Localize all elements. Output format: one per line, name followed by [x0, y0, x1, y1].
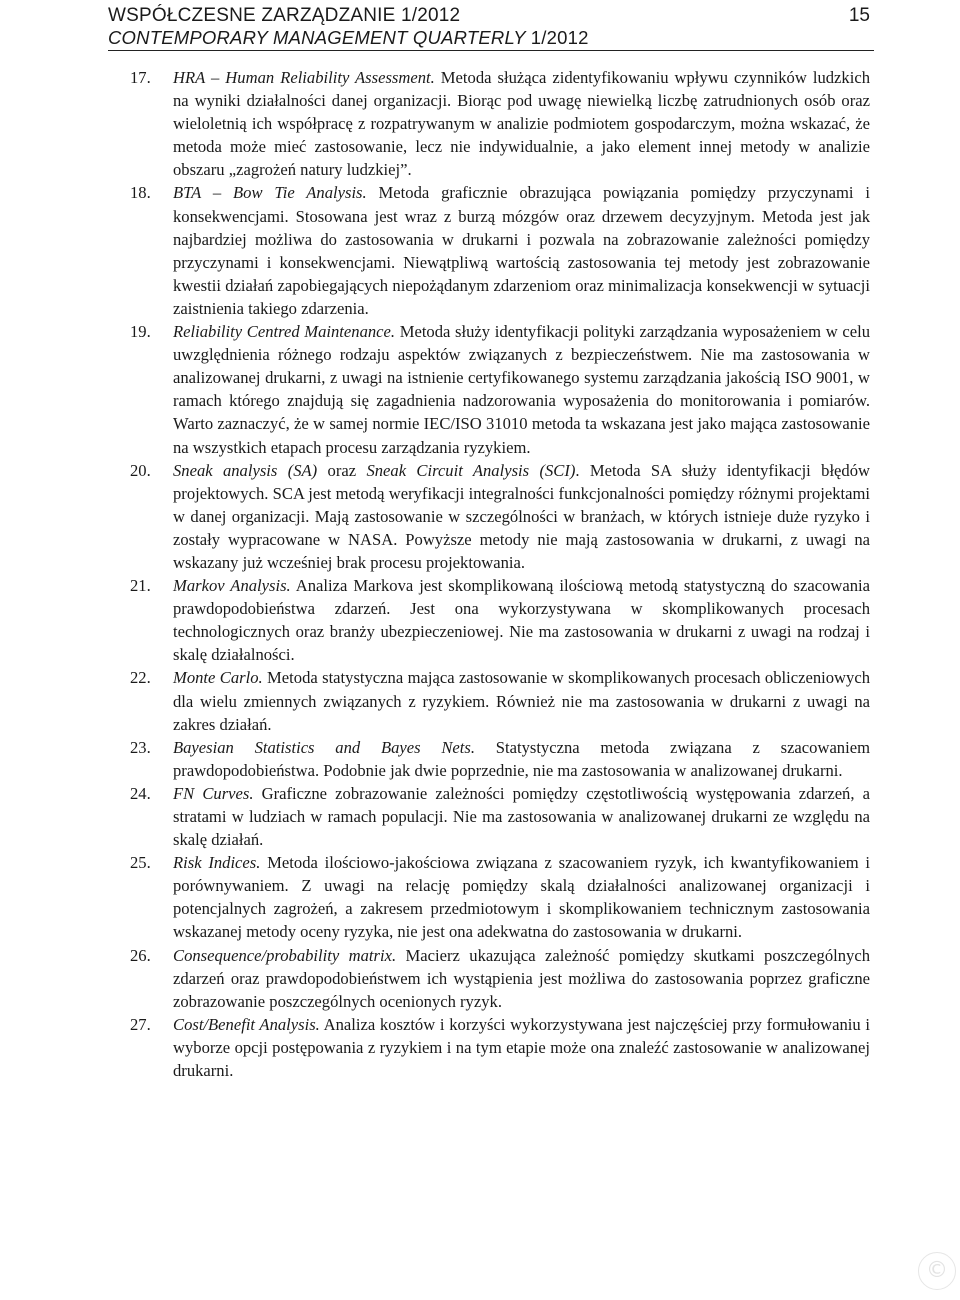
method-name: Reliability Centred Maintenance. [173, 322, 396, 342]
watermark-icon: © [918, 1252, 956, 1290]
page-number: 15 [848, 5, 870, 26]
journal-title-english [108, 27, 589, 49]
item-number: 23. [130, 737, 151, 757]
list-item [130, 459, 870, 574]
method-description: Macierz ukazująca zależność pomiędzy skutkami poszczególnych zdarzeń oraz prawdopodobieństwem ich wystąpienia jest możliwa do zastosowania poprzez graficzne zobrazowanie poszczególnych ocenionych ryzyk. [173, 945, 870, 1011]
running-header [108, 2, 874, 51]
list-item [130, 666, 870, 735]
item-number: 22. [130, 668, 151, 688]
method-name: BTA – Bow Tie Analysis. [173, 183, 367, 203]
list-item [130, 574, 870, 666]
list-item [130, 1013, 870, 1082]
method-name: FN Curves. [173, 783, 254, 803]
item-number: 24. [130, 783, 151, 803]
method-name: Risk Indices. [173, 853, 261, 873]
method-name-secondary: Sneak Circuit Analysis (SCI) [366, 460, 576, 480]
item-number: 18. [130, 183, 151, 203]
method-description: Metoda statystyczna mająca zastosowanie w skomplikowanych procesach obliczeniowych dla wielu zmiennych związanych z ryzykiem. Również nie ma zastosowania w drukarni z uwagi na zakres działań. [173, 668, 870, 734]
item-number: 20. [130, 460, 151, 480]
method-description: Analiza kosztów i korzyści wykorzystywana jest najczęściej przy formułowaniu i wyborze opcji postępowania z ryzykiem i na tym etapie może ona znaleźć zastosowanie w analizowanej drukarni. [173, 1014, 870, 1081]
list-item [130, 944, 870, 1013]
method-name: HRA – Human Reliability Assessment. [173, 68, 435, 87]
method-name: Markov Analysis. [173, 576, 291, 596]
method-description: Graficzne zobrazowanie zależności pomiędzy częstotliwością występowania zdarzeń, a stratami w ludziach w ramach populacji. Nie ma zastosowania w analizowanej drukarni ze względu na skalę działań. [173, 783, 870, 850]
method-name: Cost/Benefit Analysis. [173, 1014, 320, 1034]
method-name: Bayesian Statistics and Bayes Nets. [173, 737, 475, 757]
journal-title-english-name: CONTEMPORARY MANAGEMENT QUARTERLY [108, 27, 526, 48]
list-item [130, 181, 870, 320]
method-description: Analiza Markova jest skomplikowaną ilościową metodą statystyczną do szacowania prawdopodobieństwa zdarzeń. Jest ona wykorzystywana w skomplikowanych procesach technologicznych oraz branży ubezpieczeniowej. Nie ma zastosowania w drukarni z uwagi na rodzaj i skalę działalności. [173, 576, 870, 665]
method-name: Consequence/probability matrix. [173, 945, 397, 965]
method-description: . Metoda SA służy identyfikacji błędów projektowych. SCA jest metodą weryfikacji integralności funkcjonalności pomiędzy różnymi projektami w danej organizacji. Mają zastosowanie w szczególności w branżach, w których istnieje duże ryzyko i zostały wypracowane w NASA. Powyższe metody nie mają zastosowania w drukarni, z uwagi na wskazany już wcześniej brak procesu projektowania. [173, 460, 870, 572]
method-description: Metoda służy identyfikacji polityki zarządzania wyposażeniem w celu uwzględnienia różnego rodzaju aspektów związanych z bezpieczeństwem. Nie ma zastosowania w analizowanej drukarni, z uwagi na istnienie certyfikowanego systemu zarządzania jakością ISO 9001, w ramach którego znajdują się zagadnienia nadzorowania wyposażenia do monitorowania i pomiarów. Warto zaznaczyć, że w samej normie IEC/ISO 31010 metoda ta wskazana jest jako mająca zastosowanie na wszystkich etapach procesu zarządzania ryzykiem. [173, 322, 870, 457]
journal-title-polish: WSPÓŁCZESNE ZARZĄDZANIE 1/2012 [108, 5, 461, 26]
item-number: 25. [130, 853, 151, 873]
item-number: 17. [130, 68, 151, 87]
list-item [130, 736, 870, 782]
item-number: 19. [130, 322, 151, 342]
method-description: Metoda służąca zidentyfikowaniu wpływu czynników ludzkich na wyniki działalności danej organizacji. Biorąc pod uwagę niewielką liczbę zatrudnionych osób oraz wieloletnią ich współpracę z rozpatrywanym w analizie podmiotem gospodarczym, można wskazać, że metoda może mieć zastosowanie, lecz nie indywidualnie, a jako element innej metody w analizie obszaru „zagrożeń natury ludzkiej”. [173, 68, 870, 180]
method-name: Sneak analysis (SA) [173, 460, 318, 480]
item-number: 21. [130, 576, 151, 596]
journal-issue: 1/2012 [530, 27, 589, 48]
method-name: Monte Carlo. [173, 668, 263, 688]
method-description: Metoda ilościowo-jakościowa związana z szacowaniem ryzyk, ich kwantyfikowaniem i porównywaniem. Z uwagi na relację pomiędzy skalą działalności analizowanej organizacji i potencjalnych zagrożeń, a zakresem przedmiotowym i skomplikowaniem technicznym zastosowania wskazanej metody oceny ryzyka, nie jest ona adekwatna do zastosowania w drukarni. [173, 853, 870, 942]
list-item [130, 782, 870, 851]
item-number: 27. [130, 1014, 151, 1034]
list-item [130, 320, 870, 459]
method-list [130, 66, 870, 1082]
method-description: Metoda graficznie obrazująca powiązania pomiędzy przyczynami i konsekwencjami. Stosowana jest wraz z burzą mózgów oraz drzewem decyzyjnym. Metoda jest jak najbardziej możliwa do zastosowania w drukarni i pozwala na zobrazowanie zależności pomiędzy przyczynami i konsekwencjami. Niewątpliwą wartością zastosowania tej metody jest zobrazowanie kwestii działań zapobiegających niepożądanym zdarzeniom oraz minimalizacja konsekwencji w sytuacji zaistnienia takiego zdarzenia. [173, 183, 871, 318]
method-description: Statystyczna metoda związana z szacowaniem prawdopodobieństwa. Podobnie jak dwie poprzednie, nie ma zastosowania w analizowanej drukarni. [173, 737, 870, 780]
list-item [130, 851, 870, 943]
connector-text: oraz [317, 460, 367, 480]
item-number: 26. [130, 945, 151, 965]
list-item [130, 66, 870, 181]
